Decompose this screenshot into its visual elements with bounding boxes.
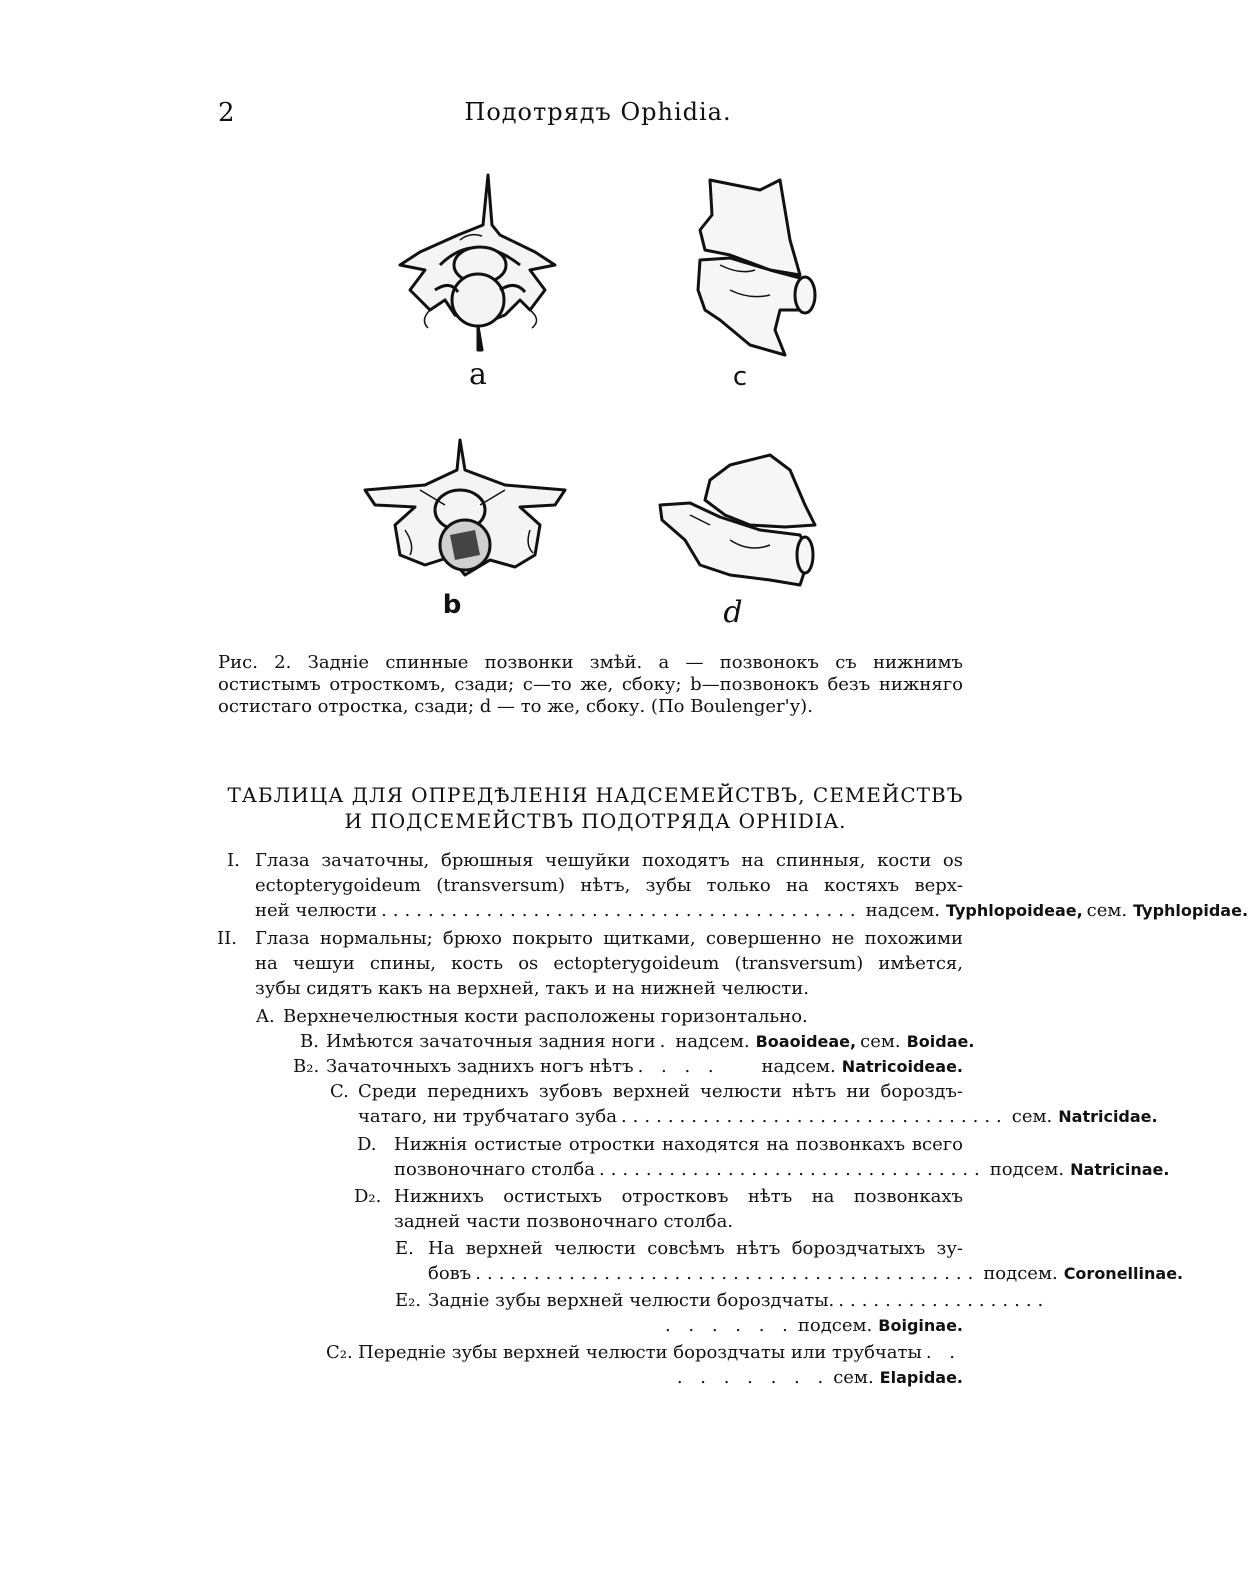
key-mark: E. — [395, 1238, 414, 1259]
key-line — [428, 1288, 1050, 1313]
key-mark: C. — [330, 1081, 349, 1102]
running-head — [0, 98, 1191, 126]
figure-label-b: b — [442, 590, 462, 620]
key-text: бовъ — [428, 1263, 472, 1284]
key-line-last — [394, 1157, 1170, 1182]
key-text: Задніе зубы верхней челюсти бороздчаты. — [428, 1290, 835, 1311]
key-line-last — [394, 1209, 963, 1234]
key-title-line-1: ТАБЛИЦА ДЛЯ ОПРЕДѢЛЕНІЯ НАДСЕМЕЙСТВЪ, СЕМЕЙСТВЪ — [227, 783, 964, 807]
key-line-last — [358, 1104, 1158, 1129]
rank-label: подсем. — [797, 1315, 873, 1336]
leader-dots: . . . . . . . — [676, 1367, 830, 1388]
key-mark: E₂. — [395, 1290, 422, 1311]
key-line: Среди переднихъ зубовъ верхней челюсти нѣтъ ни бороздъ- — [358, 1081, 963, 1102]
key-mark: B. — [300, 1031, 319, 1052]
key-entry-A — [256, 1004, 963, 1029]
key-line-last — [326, 1054, 963, 1079]
page-number: 2 — [218, 98, 235, 128]
key-line-last — [428, 1261, 1184, 1286]
rank-label: подсем. — [989, 1159, 1065, 1180]
running-head-text: Подотрядъ Ophidia. — [464, 98, 732, 126]
rank-label: сем. — [1086, 900, 1128, 921]
key-line: ectopterygoideum (transversum) нѣтъ, зубы только на костяхъ верх- — [255, 875, 963, 896]
key-line: Нижнихъ остистыхъ отростковъ нѣтъ на позвонкахъ — [394, 1186, 963, 1207]
key-mark: I. — [227, 850, 240, 871]
leader-dots: .................. — [838, 1290, 1050, 1311]
rank-label: подсем. — [983, 1263, 1058, 1284]
taxon-name: Boaoideae, — [755, 1032, 857, 1051]
key-line: На верхней челюсти совсѣмъ нѣтъ бороздчатыхъ зу- — [428, 1238, 963, 1259]
leader-dots: ................................. — [598, 1159, 986, 1180]
taxon-name: Typhlopidae. — [1133, 901, 1248, 920]
figure-label-d: d — [723, 595, 743, 630]
leader-dots: ................................. — [620, 1106, 1008, 1127]
key-line: на чешуи спины, кость os ectopterygoideum (transversum) имѣется, — [255, 953, 963, 974]
leader-dots: . . . . — [637, 1056, 720, 1077]
taxon-name: Natricidae. — [1058, 1107, 1158, 1126]
key-line: Глаза нормальны; брюхо покрыто щитками, совершенно не похожими — [255, 928, 963, 949]
figure-label-a: a — [469, 357, 487, 392]
key-text: чатаго, ни трубчатаго зуба — [358, 1106, 617, 1127]
key-entry-D2 — [354, 1184, 963, 1234]
vertebra-c-drawing — [660, 170, 890, 370]
key-line-last — [255, 976, 963, 1001]
key-text: ней челюсти — [255, 900, 378, 921]
vertebra-d-drawing — [650, 445, 880, 645]
key-entry-C — [330, 1079, 1158, 1129]
figure-label-c: c — [732, 362, 748, 392]
key-mark: C₂. — [326, 1342, 353, 1363]
taxon-name: Boiginae. — [878, 1316, 963, 1335]
key-entry-D — [357, 1132, 1170, 1182]
taxon-name: Natricinae. — [1070, 1160, 1170, 1179]
key-entry-II — [217, 926, 963, 1001]
figure-caption-text: Рис. 2. Задніе спинные позвонки змѣй. a — позвонокъ съ нижнимъ остистымъ отросткомъ, сзади; c—то же, сбоку; b—позвонокъ безъ нижняго остистаго отростка, сзади; d — то же, сбоку. (По Boulenger'у). — [218, 652, 963, 717]
key-entry-C2 — [326, 1340, 963, 1390]
key-line — [358, 1340, 963, 1365]
rank-label: сем. — [860, 1031, 901, 1052]
key-line-last — [255, 898, 1248, 923]
key-text: Передніе зубы верхней челюсти бороздчаты или трубчаты — [358, 1342, 922, 1363]
taxon-name: Elapidae. — [879, 1368, 963, 1387]
key-entry-B2 — [293, 1054, 963, 1079]
key-text: Зачаточныхъ заднихъ ногъ нѣтъ — [326, 1056, 634, 1077]
key-line: Глаза зачаточны, брюшныя чешуйки походятъ на спинныя, кости os — [255, 850, 963, 871]
taxon-name: Natricoideae. — [841, 1057, 963, 1076]
key-line-last — [428, 1313, 963, 1338]
taxon-name: Coronellinae. — [1063, 1264, 1184, 1283]
taxon-name: Boidae. — [906, 1032, 975, 1051]
key-mark: D. — [357, 1134, 377, 1155]
leader-dots: . . — [925, 1342, 961, 1363]
key-entry-E2 — [395, 1288, 1050, 1338]
leader-dots: . — [659, 1031, 672, 1052]
vertebrae-figure — [330, 165, 860, 635]
rank-label: надсем. — [761, 1056, 836, 1077]
key-entry-B — [300, 1029, 975, 1054]
key-title-line-2: И ПОДСЕМЕЙСТВЪ ПОДОТРЯДА OPHIDIA. — [344, 809, 847, 833]
leader-dots: ........................................... — [475, 1263, 980, 1284]
key-mark: A. — [256, 1006, 275, 1027]
key-text: Имѣются зачаточныя задния ноги — [326, 1031, 656, 1052]
taxon-name: Typhlopoideae, — [945, 901, 1083, 920]
rank-label: надсем. — [675, 1031, 750, 1052]
key-entry-E — [395, 1236, 1184, 1286]
key-line-last — [326, 1029, 975, 1054]
key-mark: II. — [217, 928, 237, 949]
rank-label: сем. — [1011, 1106, 1053, 1127]
key-line: Нижнія остистые отростки находятся на позвонкахъ всего — [394, 1134, 963, 1155]
key-line-last — [358, 1365, 963, 1390]
vertebra-a-drawing — [360, 170, 590, 370]
leader-dots: . . . . . . — [664, 1315, 794, 1336]
key-text: задней части позвоночнаго столба. — [394, 1211, 734, 1232]
key-title — [0, 782, 1191, 834]
key-text: позвоночнаго столба — [394, 1159, 595, 1180]
key-text: Верхнечелюстныя кости расположены горизонтально. — [283, 1006, 808, 1027]
key-text: зубы сидятъ какъ на верхней, такъ и на нижней челюсти. — [255, 978, 809, 999]
key-mark: D₂. — [354, 1186, 382, 1207]
key-line-last — [283, 1004, 963, 1029]
rank-label: сем. — [833, 1367, 874, 1388]
rank-label: надсем. — [865, 900, 940, 921]
figure-caption — [218, 652, 963, 718]
key-entry-I — [227, 848, 1248, 923]
leader-dots: ......................................... — [381, 900, 862, 921]
key-mark: B₂. — [293, 1056, 320, 1077]
